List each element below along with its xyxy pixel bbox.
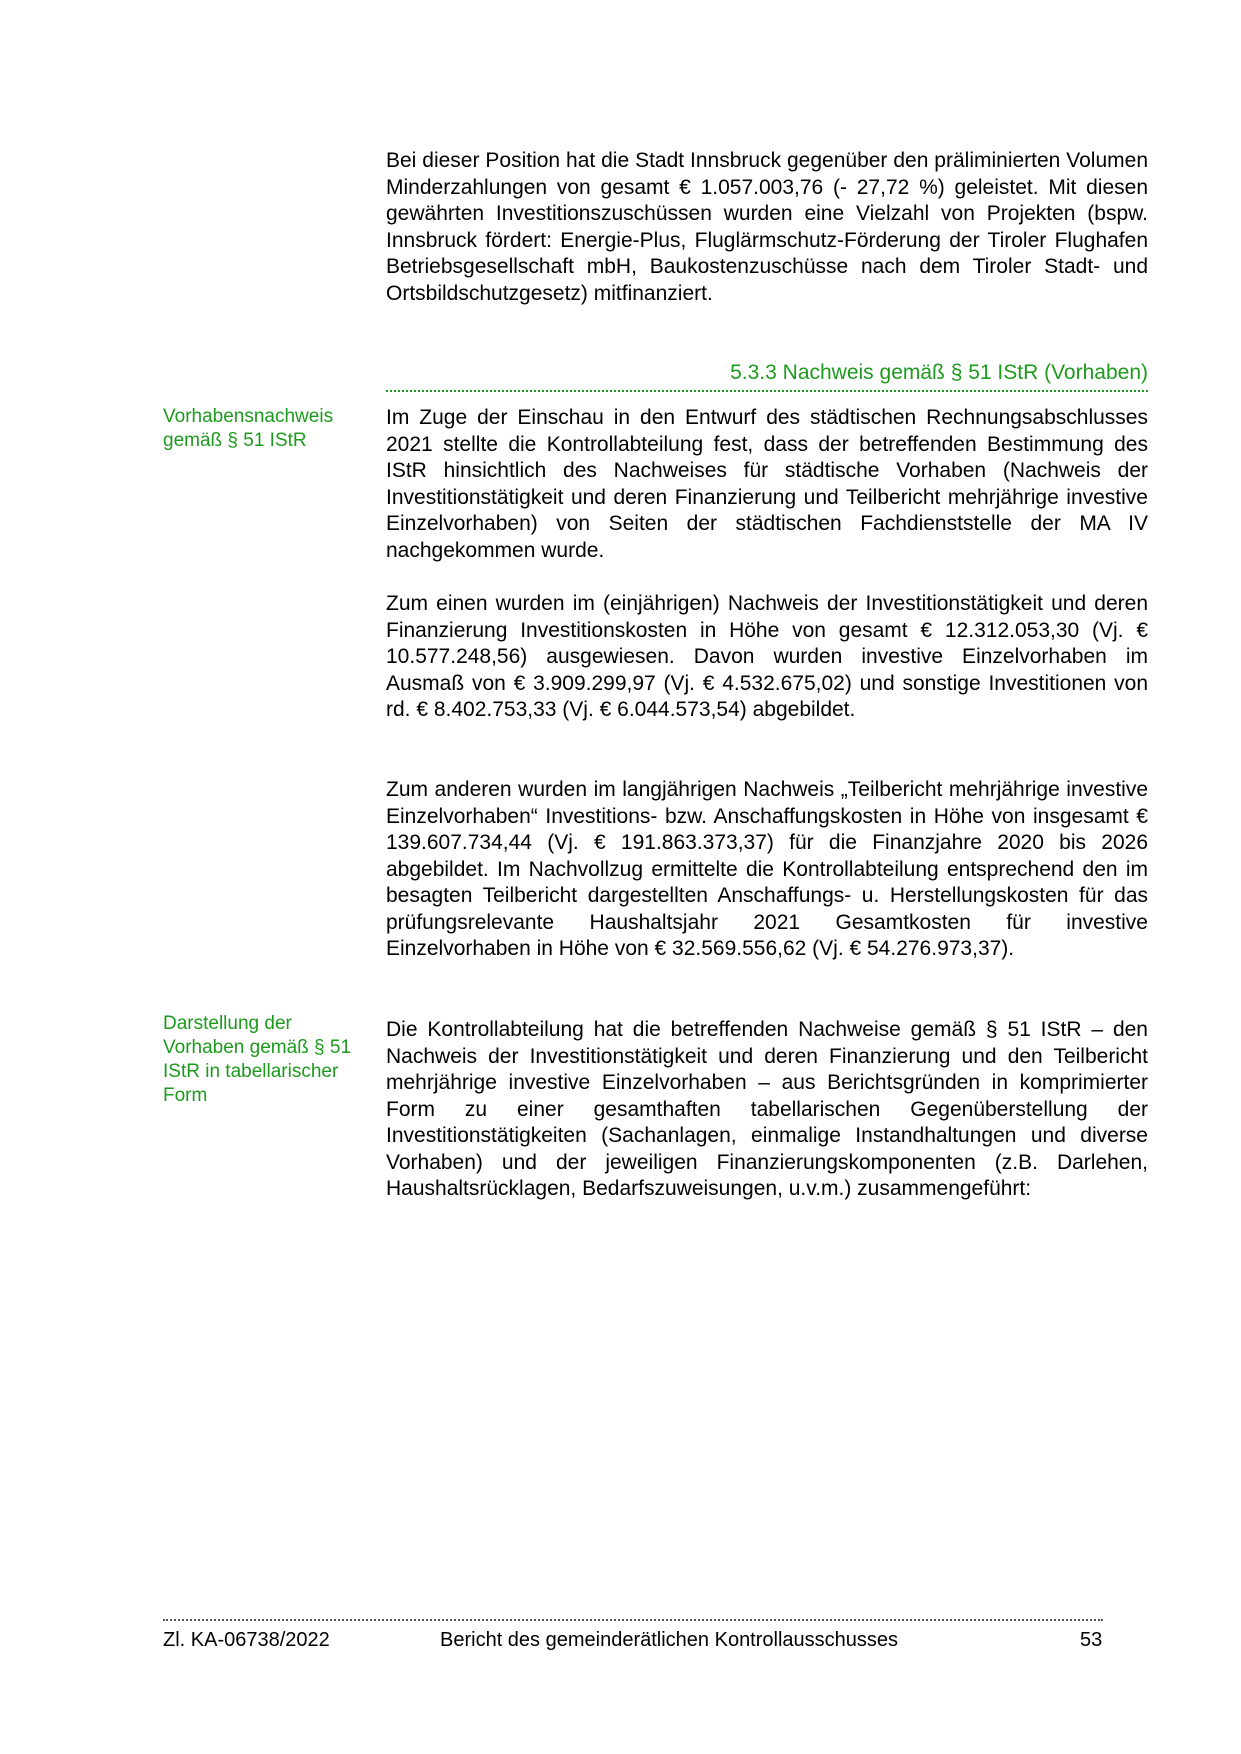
body-paragraph-5: Die Kontrollabteilung hat die betreffenden Nachweise gemäß § 51 IStR – den Nachweis der Investitionstätigkeit und deren Finanzierung und den Teilbericht mehrjährige investive Einzelvorhaben – aus Berichtsgründen in komprimierter Form zu einer gesamthaften tabellarischen Gegenüberstellung der Investitionstätigkeiten (Sachanlagen, einmalige Instandhaltungen und diverse Vorhaben) und der jeweiligen Finanzierungskomponenten (z.B. Darlehen, Haushaltsrücklagen, Bedarfszuweisungen, u.v.m.) zusammengeführt: (386, 1018, 1148, 1200)
body-paragraph-2: Im Zuge der Einschau in den Entwurf des städtischen Rechnungsabschlusses 2021 stellte die Kontrollabteilung fest, dass der betreffenden Bestimmung des IStR hinsichtlich des Nachweises für städtische Vorhaben (Nachweis der Investitionstätigkeit und deren Finanzierung und Teilbericht mehrjährige investive Einzelvorhaben) von Seiten der städtischen Fachdienststelle der MA IV nachgekommen wurde. (386, 406, 1148, 562)
body-paragraph-4: Zum anderen wurden im langjährigen Nachweis „Teilbericht mehrjährige investive Einzelvorhaben“ Investitions- bzw. Anschaffungskosten in Höhe von insgesamt € 139.607.734,44 (Vj. € 191.863.373,37) für die Finanzjahre 2020 bis 2026 abgebildet. Im Nachvollzug ermittelte die Kontrollabteilung entsprechend den im besagten Teilbericht dargestellten Anschaffungs- u. Herstellungskosten für das prüfungsrelevante Haushaltsjahr 2021 Gesamtkosten für investive Einzelvorhaben in Höhe von € 32.569.556,62 (Vj. € 54.276.973,37). (386, 778, 1148, 960)
margin-note-darstellung: Darstellung der Vorhaben gemäß § 51 IStR in tabellarischer Form (163, 1013, 352, 1106)
body-paragraph-3: Zum einen wurden im (einjährigen) Nachweis der Investitionstätigkeit und deren Finanzierung Investitionskosten in Höhe von gesamt € 12.312.053,30 (Vj. € 10.577.248,56) ausgewiesen. Davon wurden investive Einzelvorhaben im Ausmaß von € 3.909.299,97 (Vj. € 4.532.675,02) und sonstige Investitionen von rd. € 8.402.753,33 (Vj. € 6.044.573,54) abgebildet. (386, 592, 1148, 721)
footer-title: Bericht des gemeinderätlichen Kontrollausschusses (440, 1629, 899, 1651)
footer-divider (163, 1619, 1103, 1621)
page-number: 53 (1080, 1629, 1103, 1651)
section-heading: 5.3.3 Nachweis gemäß § 51 IStR (Vorhaben) (386, 360, 1148, 392)
footer-reference: Zl. KA-06738/2022 (163, 1629, 330, 1651)
margin-note-vorhabensnachweis: Vorhabensnachweis gemäß § 51 IStR (163, 406, 334, 451)
body-paragraph-1: Bei dieser Position hat die Stadt Innsbruck gegenüber den präliminierten Volumen Minderzahlungen von gesamt € 1.057.003,76 (- 27,72 %) geleistet. Mit diesen gewährten Investitionszuschüssen wurden eine Vielzahl von Projekten (bspw. Innsbruck fördert: Energie-Plus, Fluglärmschutz-Förderung der Tiroler Flughafen Betriebsgesellschaft mbH, Baukostenzuschüsse nach dem Tiroler Stadt- und Ortsbildschutzgesetz) mitfinanziert. (386, 149, 1148, 305)
